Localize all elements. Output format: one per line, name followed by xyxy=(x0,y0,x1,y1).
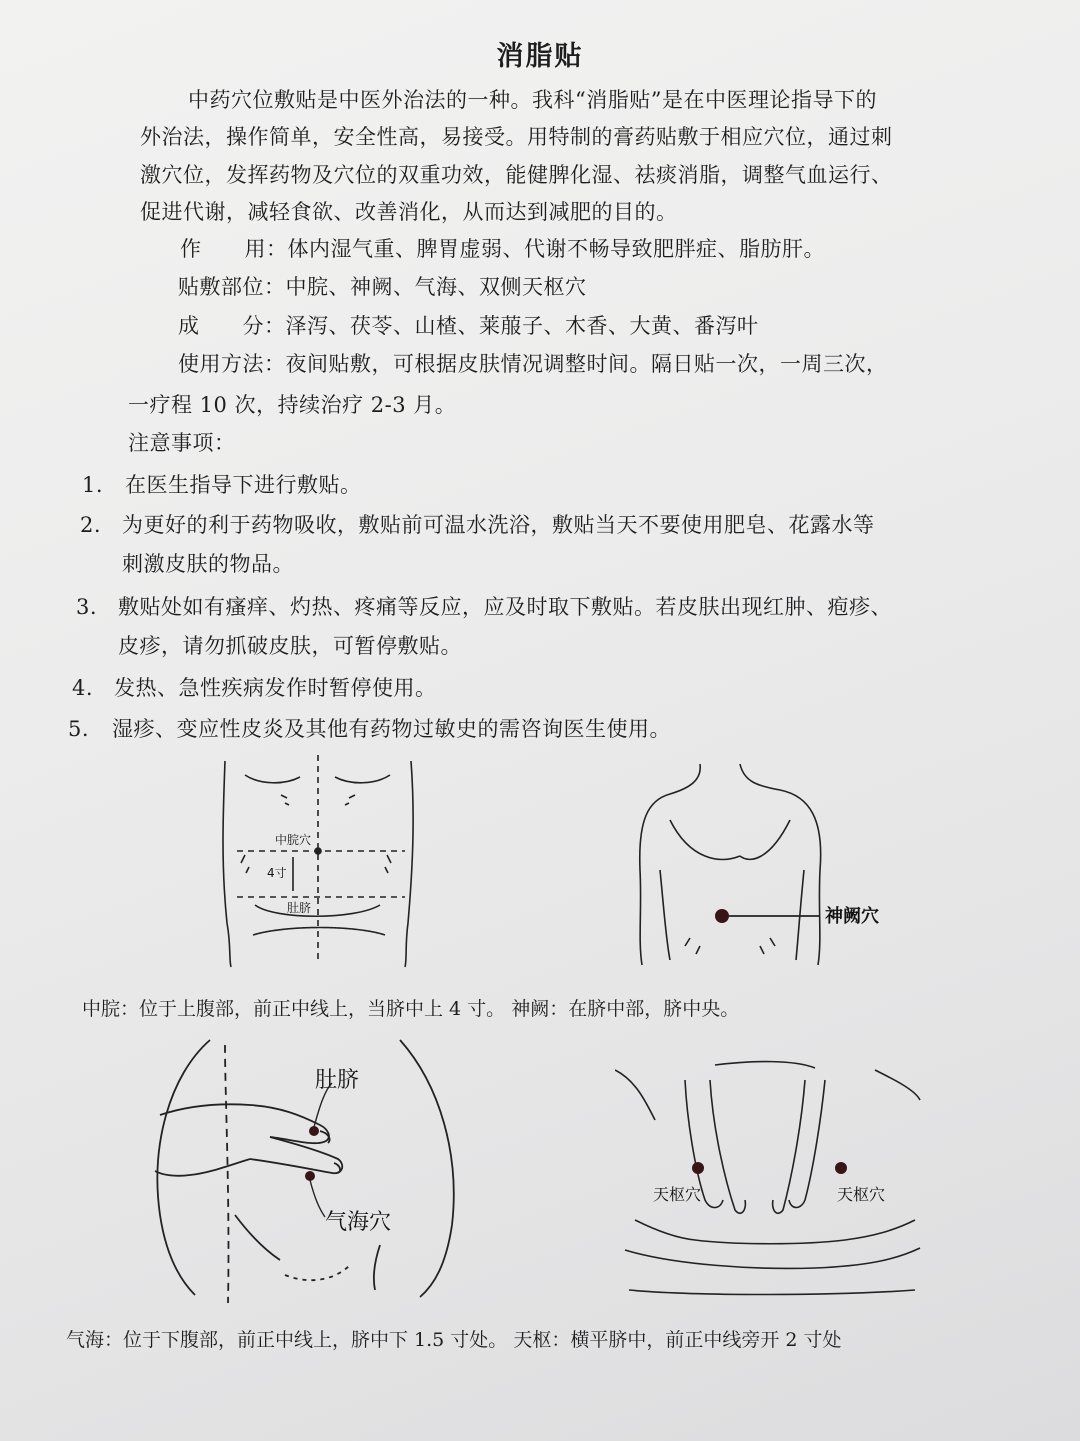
shenque-diagram xyxy=(630,760,890,975)
intro-line-3: 激穴位，发挥药物及穴位的双重功效，能健脾化湿、祛痰消脂，调整气血运行、 xyxy=(140,163,893,187)
usage-continuation: 一疗程 10 次，持续治疗 2-3 月。 xyxy=(128,393,457,417)
intro-line-4: 促进代谢，减轻食欲、改善消化，从而达到减肥的目的。 xyxy=(140,200,678,224)
note-3-line-1: 敷贴处如有瘙痒、灼热、疼痛等反应，应及时取下敷贴。若皮肤出现红肿、疱疹、 xyxy=(118,595,892,619)
note-number-1: 1. xyxy=(82,473,104,497)
site-value: 中脘、神阙、气海、双侧天枢穴 xyxy=(285,275,587,299)
note-2-line-1: 为更好的利于药物吸收，敷贴前可温水洗浴，敷贴当天不要使用肥皂、花露水等 xyxy=(122,513,875,537)
ingredients-field xyxy=(178,311,759,341)
zhongwan-diagram xyxy=(215,755,420,970)
note-number-2: 2. xyxy=(80,513,102,537)
note-number-3: 3. xyxy=(76,595,98,619)
caption-row-2: 气海：位于下腹部，前正中线上，脐中下 1.5 寸处。 天枢：横平脐中，前正中线旁开 2 寸处 xyxy=(66,1329,842,1351)
four-cun-label: 4寸 xyxy=(267,866,287,880)
usage-label: 使用方法： xyxy=(178,352,286,376)
caption-row-1: 中脘：位于上腹部，前正中线上，当脐中上 4 寸。 神阙：在脐中部，脐中央。 xyxy=(82,998,740,1020)
note-number-5: 5. xyxy=(68,717,90,741)
note-4-line-1: 发热、急性疾病发作时暂停使用。 xyxy=(114,676,437,700)
note-1-line-1: 在医生指导下进行敷贴。 xyxy=(125,473,362,497)
tianshu-right-label: 天枢穴 xyxy=(837,1185,886,1204)
qihai-label: 气海穴 xyxy=(325,1210,392,1235)
site-label: 贴敷部位： xyxy=(178,275,286,299)
zhongwan-label: 中脘穴 xyxy=(275,833,312,847)
tianshu-diagram xyxy=(615,1060,925,1300)
ingredients-value: 泽泻、茯苓、山楂、莱菔子、木香、大黄、番泻叶 xyxy=(285,314,759,338)
note-3-line-2: 皮疹，请勿抓破皮肤，可暂停敷贴。 xyxy=(118,634,462,658)
shenque-label: 神阙穴 xyxy=(825,906,879,927)
note-5-line-1: 湿疹、变应性皮炎及其他有药物过敏史的需咨询医生使用。 xyxy=(112,717,671,741)
tianshu-left-label: 天枢穴 xyxy=(653,1185,702,1204)
navel-label-large: 肚脐 xyxy=(315,1068,360,1093)
effect-field xyxy=(180,234,825,264)
usage-field xyxy=(178,349,888,379)
navel-label-small: 肚脐 xyxy=(287,901,312,915)
qihai-diagram xyxy=(150,1035,480,1305)
effect-value: 体内湿气重、脾胃虚弱、代谢不畅导致肥胖症、脂肪肝。 xyxy=(287,237,825,261)
ingredients-label: 成 分： xyxy=(178,314,286,338)
intro-line-1: 中药穴位敷贴是中医外治法的一种。我科“消脂贴”是在中医理论指导下的 xyxy=(188,88,877,112)
effect-label: 作 用： xyxy=(180,237,288,261)
site-field xyxy=(178,272,587,302)
usage-value: 夜间贴敷，可根据皮肤情况调整时间。隔日贴一次，一周三次， xyxy=(285,352,888,376)
intro-line-2: 外治法，操作简单，安全性高，易接受。用特制的膏药贴敷于相应穴位，通过刺 xyxy=(140,125,893,149)
note-2-line-2: 刺激皮肤的物品。 xyxy=(122,552,294,576)
note-number-4: 4. xyxy=(72,676,94,700)
page-title: 消脂贴 xyxy=(496,41,584,72)
notes-title: 注意事项： xyxy=(128,431,236,455)
